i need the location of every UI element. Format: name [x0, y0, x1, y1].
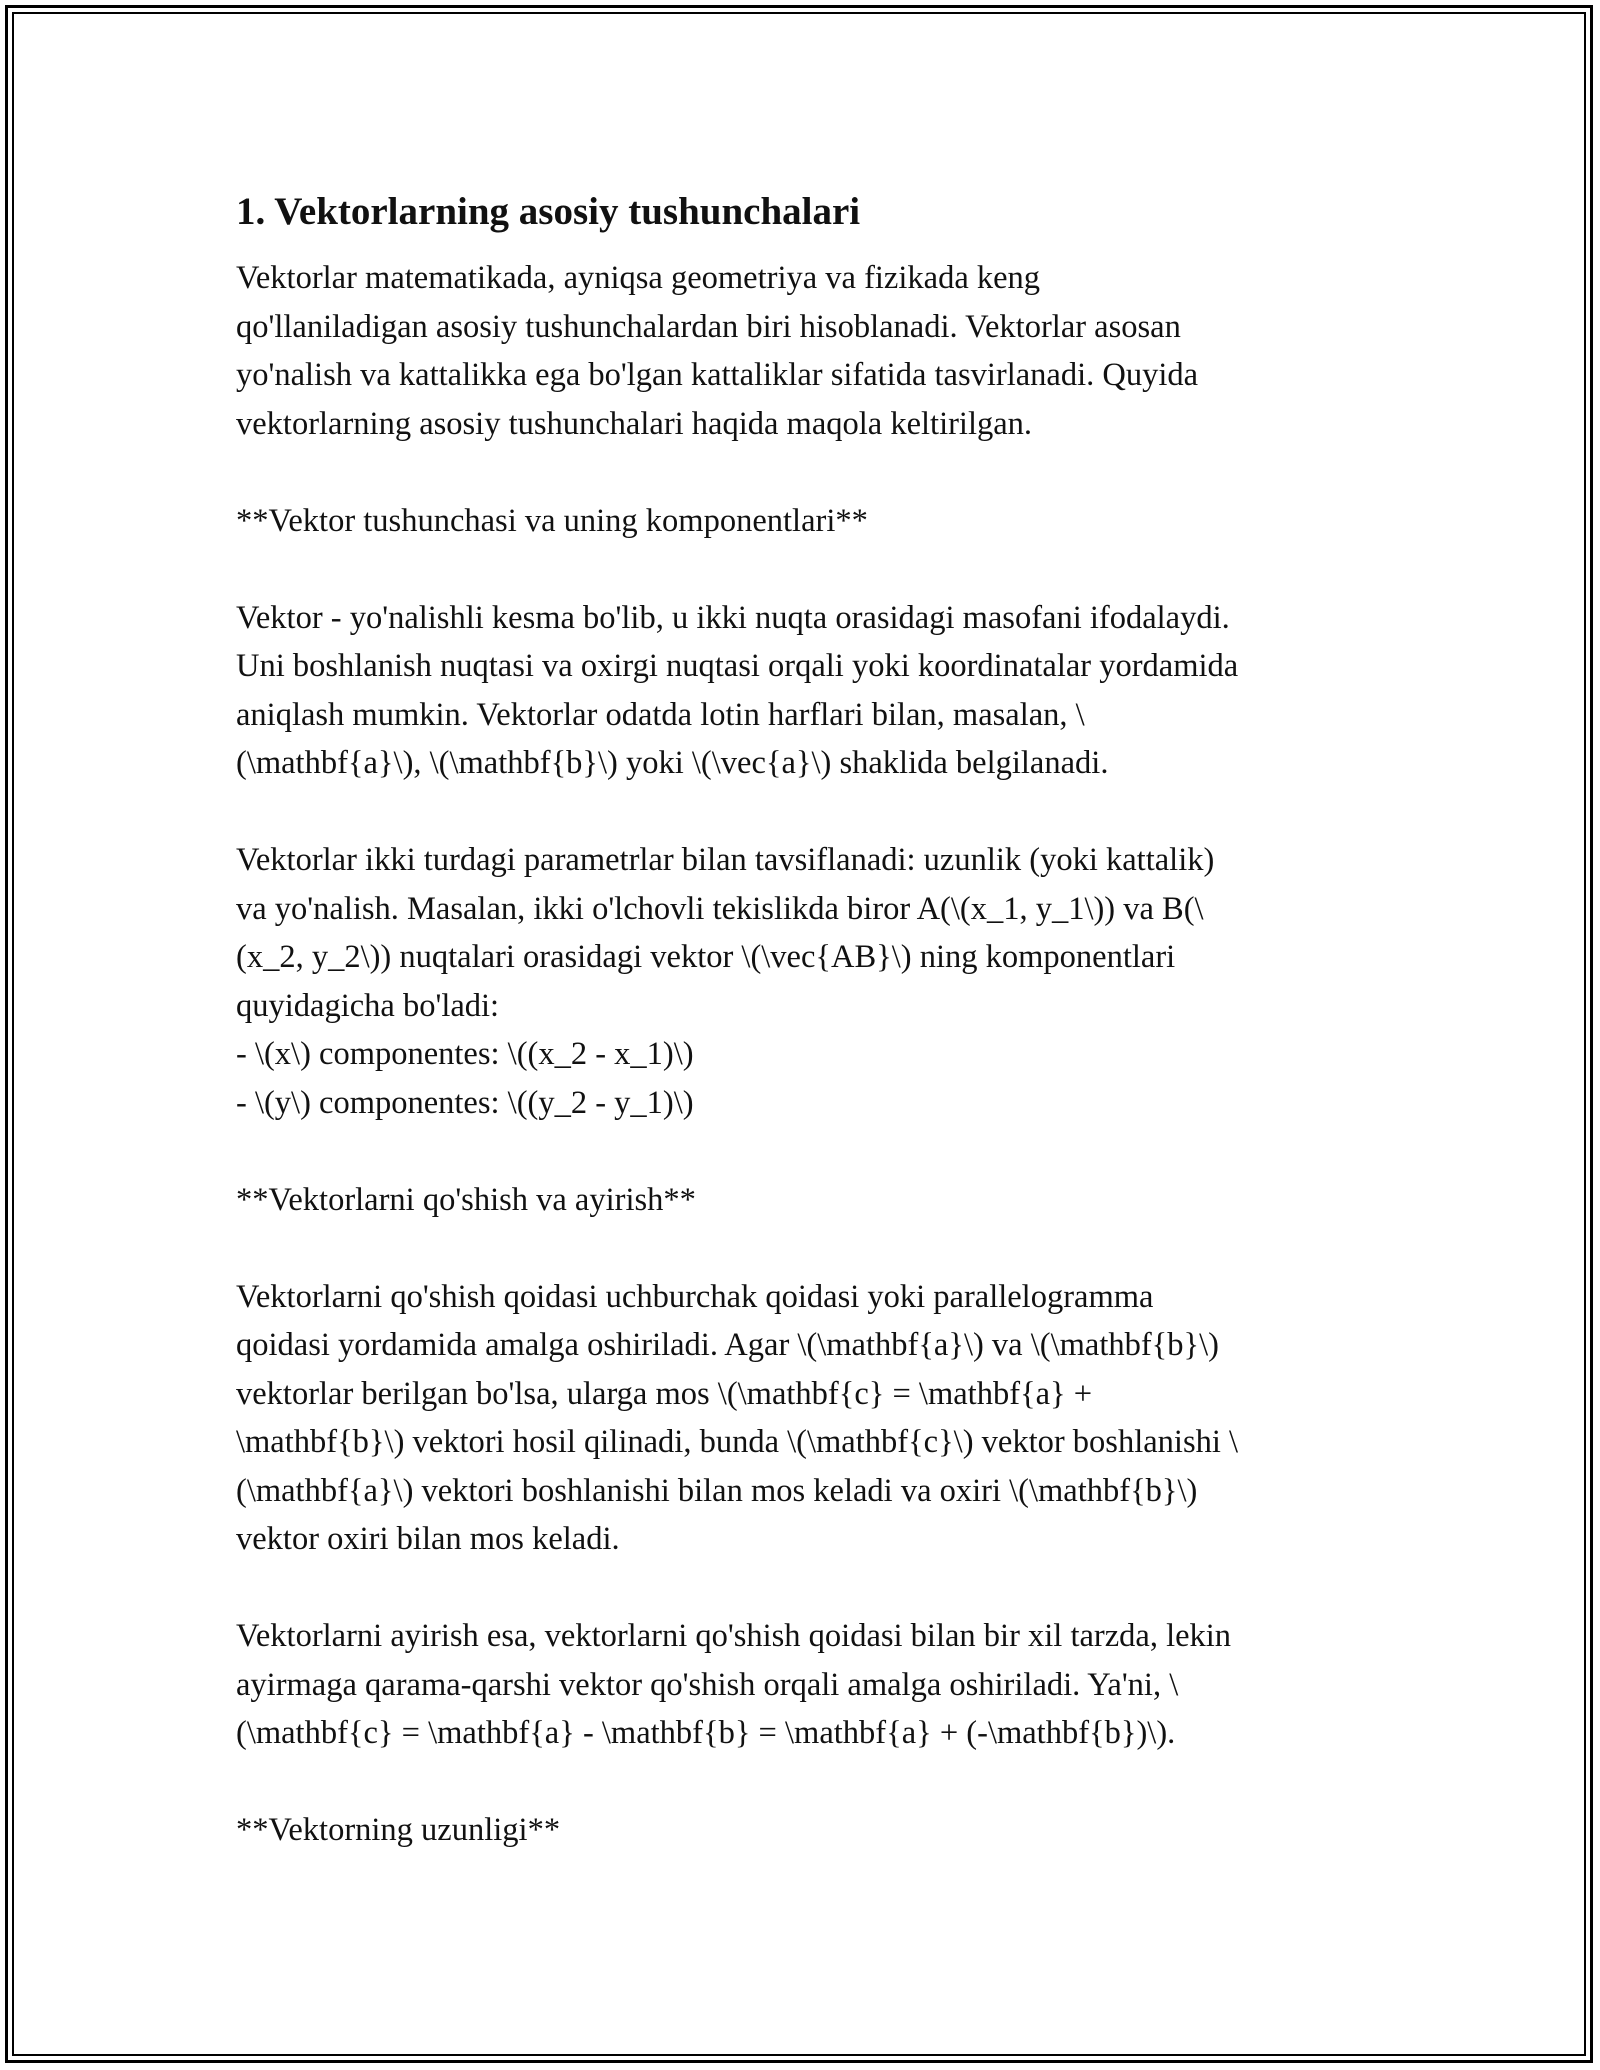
paragraph-vector-definition: Vektor - yo'nalishli kesma bo'lib, u ikki nuqta orasidagi masofani ifodalaydi. Uni boshlanish nuqtasi va oxirgi nuqtasi orqali yoki koordinatalar yordamida aniqlash mumkin. Vektorlar odatda lotin harflari bilan, masalan, \ (\mathbf{a}\), \(\mathbf{b}\) yoki \(\vec{a}\) shaklida belgilanadi. — [236, 599, 1239, 781]
paragraph-vector-addition: Vektorlarni qo'shish qoidasi uchburchak qoidasi yoki parallelogramma qoidasi yordamida amalga oshiriladi. Agar \(\mathbf{a}\) va \(\mathbf{b}\) vektorlar berilgan bo'lsa, ularga mos \(\mathbf{c} = \mathbf{a} + \mathbf{b}\) vektori hosil qilinadi, bunda \(\mathbf{c}\) vektor boshlanishi \ (\mathbf{a}\) vektori boshlanishi bilan mos keladi va oxiri \(\mathbf{b}\) vektor oxiri bilan mos keladi. — [236, 1278, 1239, 1557]
paragraph-vector-components: Vektorlar ikki turdagi parametrlar bilan tavsiflanadi: uzunlik (yoki kattalik) va yo'nalish. Masalan, ikki o'lchovli tekislikda biror A(\(x_1, y_1\)) va B(\ (x_2, y_2\)) nuqtalari orasidagi vektor \(\vec{AB}\) ning komponentlari quyidagicha bo'ladi: - \(x\) componentes: \((x_2 - x_1)\) - \(y\) componentes: \((y_2 - y_1)\) — [236, 842, 1215, 1121]
subheading-vector-addition: **Vektorlarni qo'shish va ayirish** — [236, 1181, 696, 1218]
paragraph-intro: Vektorlar matematikada, ayniqsa geometriya va fizikada keng qo'llaniladigan asosiy tushunchalardan biri hisoblanadi. Vektorlar asosan yo'nalish va kattalikka ega bo'lgan kattaliklar sifatida tasvirlanadi. Quyida vektorlarning asosiy tushunchalari haqida maqola keltirilgan. — [236, 260, 1199, 442]
subheading-vector-concept: **Vektor tushunchasi va uning komponentlari** — [236, 502, 868, 539]
paragraph-vector-subtraction: Vektorlarni ayirish esa, vektorlarni qo'shish qoidasi bilan bir xil tarzda, lekin ayirmaga qarama-qarshi vektor qo'shish orqali amalga oshiriladi. Ya'ni, \ (\mathbf{c} = \mathbf{a} - \mathbf{b} = \mathbf{a} + (-\mathbf{b})\). — [236, 1618, 1232, 1751]
document-body — [236, 188, 1386, 1855]
section-heading: 1. Vektorlarning asosiy tushunchalari — [236, 190, 861, 233]
subheading-vector-length: **Vektorning uzunligi** — [236, 1812, 561, 1848]
